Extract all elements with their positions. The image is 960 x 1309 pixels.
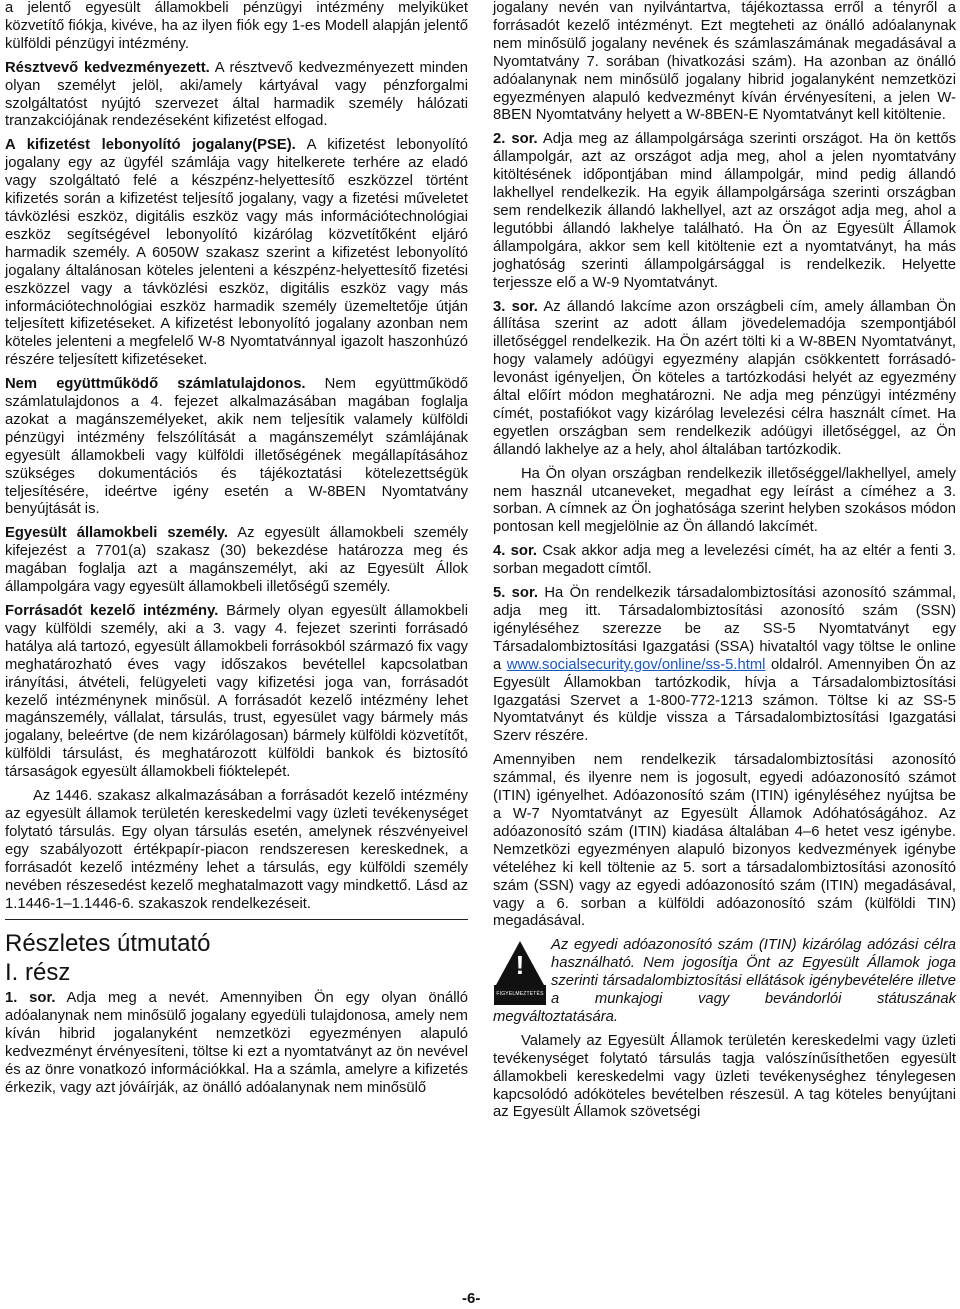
paragraph-us-person: Egyesült államokbeli személy. Az egyesült államokbeli személy kifejezést a 7701(a) szakasz (30) bekezdése határozza meg és magában foglalja azt a magánszemélyt, aki az Egyesült Állok állampolgára vagy egyesült államokbeli illetőségű személy. [5, 525, 469, 596]
term-heading: Nem együttműködő számlatulajdonos. [5, 376, 306, 393]
caution-box [493, 937, 956, 1027]
paragraph-pse: A kifizetést lebonyolító jogalany(PSE). A kifizetést lebonyolító jogalany egy az ügyfél számlája vagy hitelkerete terhére az eladó vagy szolgáltató felé a készpénz-helyettesítő eszközzel történt kifizetés során a kifizetést teljesítő jogalany, vagy a fizetési műveletet távközlési eszköz, digitális eszköz vagy más információtechnológiai eszköz segítségével lebonyolító kizárólag közvetítőként eljáró harmadik személy. A 6050W szakasz szerint a kifizetést lebonyolító jogalany általánosan köteles jelenteni a készpénz-helyettesítő fizetési eszközzel vagy a távközlési eszköz, digitális eszköz vagy más információtechnológiai eszköz harmadik személy üzemeltetője útján teljesített kifizetéseket. A kifizetést lebonyolító jogalany azonban nem köteles jelenteni a megfelelő W-8 Nyomtatvánnyal igazolt haszonhúzó részére teljesített kifizetéseket. [5, 137, 468, 369]
paragraph-itin: Amennyiben nem rendelkezik társadalombiztosítási azonosító számmal, és ilyenre nem is jogosult, egyedi adóazonosító számot (ITIN) igényelhet. Adóazonosító szám (ITIN) igényléséhez nyújtsa be a W-7 Nyomtatványt az Egyesült Államok Adóhatóságához. Az adóazonosító szám (ITIN) kiadása általában 4–6 hetet vesz igénybe. Nemzetközi egyezményen alapuló bizonyos kedvezmények igénybe vételéhez ki kell töltenie az 5. sort a társadalombiztosítási azonosító szám (SSN) vagy az egyedi adóazonosító szám (ITIN) megadásával, vagy a 6. sorban a külföldi adóazonosító szám (külföldi TIN) megadásával. [493, 752, 956, 930]
warning-icon [493, 937, 547, 999]
paragraph-intro-left: a jelentő egyesült államokbeli pénzügyi intézmény melyiküket közvetítő fiókja, kivéve, ha az ilyen fiók egy 1-es Modell alapján jelentő külföldi pénzügyi intézmény. [5, 0, 468, 52]
paragraph-withholding-agent: Forrásadót kezelő intézmény. Bármely olyan egyesült államokbeli vagy külföldi személy, aki a 3. vagy 4. fejezet szerinti forrásadó hatálya alá tartozó, egyesült államokbeli forrásokból származó fix vagy meghatározható éves vagy időszakos bevétellel kapcsolatban irányítási, átvételi, felügyeleti vagy kifizetési joga van, forrásadót kezelő intézménynek minősül. A forrásadót kezelő intézmény lehet magánszemély, vállalat, társulás, trust, egyesület vagy bármely más jogalany, beleértve (de nem kizárólagosan) bármely külföldi közvetítőt, külföldi társulást, és meghatározott külföldi bankok és biztosító társaságok egyesült államokbeli fióktelepét. [5, 603, 468, 781]
paragraph-line-3: 3. sor. Az állandó lakcíme azon országbeli cím, amely államban Ön állítása szerint az adott állam jövedelemadója szempontjából illetőséggel rendelkezik. Ha Ön azért tölti ki a W-8BEN Nyomtatványt, hogy valamely adóügyi egyezmény alapján csökkentett forrásadó-levonást igényeljen, Ön köteles a tartózkodási helyét az egyezmény által előírt módon meghatározni. Ne adja meg pénzügyi intézmény címét, postafiókot vagy kizárólag levelezési célra használt címet. Ha egyetlen országban sem rendelkezik adóügyi illetőséggel, az Ön állandó lakhelye az a hely, ahol általában tartózkodik. [493, 298, 956, 458]
paragraph-continued-right: jogalany nevén van nyilvántartva, tájékoztassa erről a tényről a forrásadót kezelő intézményt. Ezt megteheti az önálló adóalanynak nem minősülő jogalany nevének és számlaszámának megadásával a Nyomtatvány 7. sorában (hivatkozási szám). Ha azonban az önálló adóalanynak nem minősülő jogalany hibrid jogalanyként nemzetközi egyezményen alapuló kedvezményt kíván érvényesíteni, a jelen W-8BEN Nyomtatvány helyett a W-8BEN-E Nyomtatványt kell kitöltenie. [493, 0, 956, 124]
paragraph-1446: Az 1446. szakasz alkalmazásában a forrásadót kezelő intézmény az egyesült államok területén kereskedelmi vagy üzleti tevékenységet folytató társulás. Egy olyan társulás esetén, amelynek részvényeivel egy szabályozott értékpapír-piacon rendszeresen kereskednek, a forrásadót kezelő intézmény lehet a társulás, egy külföldi személy nevében részesedést kezelő meghatalmazott vagy mindkettő. Lásd az 1.1446-1–1.1446-6. szakaszok rendelkezéseit. [5, 788, 468, 912]
part-title: I. rész [5, 959, 71, 987]
term-heading: Résztvevő kedvezményezett. [5, 59, 210, 76]
term-heading: Egyesült államokbeli személy. [5, 525, 228, 542]
line-heading: 2. sor. [493, 131, 538, 148]
paragraph-partnership: Valamely az Egyesült Államok területén kereskedelmi vagy üzleti tevékenységet folytató társulás tagja valószínűsíthetően egyesült államokbeli kereskedelmi vagy üzleti tevékenységhez ténylegesen kapcsolódó adóköteles bevételben részesül. A tag köteles benyújtani az Egyesült Államok szövetségi [493, 1032, 956, 1121]
term-heading: A kifizetést lebonyolító jogalany(PSE). [5, 137, 296, 154]
ssa-link[interactable]: www.socialsecurity.gov/online/ss-5.html [506, 656, 766, 673]
warning-label: FIGYELMEZTETÉS [494, 985, 545, 1005]
caution-text: Az egyedi adóazonosító szám (ITIN) kizárólag adózási célra használható. Nem jogosítja Önt az Egyesült Államok joga szerinti társadalombiztosítási ellátások igénybevételére illetve a munkajogi vagy bevándorlói státuszának megváltoztatására. [493, 937, 956, 1025]
section-title: Részletes útmutató [5, 930, 211, 958]
line-heading: 3. sor. [493, 298, 538, 315]
term-heading: Forrásadót kezelő intézmény. [5, 603, 219, 619]
line-heading: 4. sor. [493, 543, 538, 560]
paragraph-recalcitrant-holder: Nem együttműködő számlatulajdonos. Nem együttműködő számlatulajdonos a 4. fejezet alkalmazásában magában foglalja azokat a magánszemélyeket, akik nem teljesítik valamely külföldi pénzügyi intézmény felszólítását a magánszemélyt számlájának egyesült államokbeli vagy külföldi illetőségének megállapításához szükséges dokumentációs és tájékoztatási kötelezettségük teljesítésére, ideértve igény esetén a W-8BEN Nyomtatvány benyújtását is. [5, 376, 468, 518]
page-number: -6- [462, 1290, 481, 1307]
paragraph-street-address: Ha Ön olyan országban rendelkezik illetőséggel/lakhellyel, amely nem használ utcaneveket, megadhat egy leírást a címéhez a 3. sorban. A címnek az Ön joghatósága szerint helyben szokásos módon pontosan kell megjelölnie az Ön állandó lakcímét. [493, 465, 956, 536]
paragraph-line-4: 4. sor. Csak akkor adja meg a levelezési címét, ha az eltér a fenti 3. sorban megadott címtől. [493, 543, 957, 578]
paragraph-participating-payee: Résztvevő kedvezményezett. A résztvevő kedvezményezett minden olyan személyt jelöl, aki/amely kártyával vagy pénzforgalmi szolgáltatóst nyújtó szervezet által harmadik személy hálózati tranzakciójának rendezéseként kifizetést elfogad. [5, 59, 468, 130]
paragraph-line-2: 2. sor. Adja meg az állampolgársága szerinti országot. Ha ön kettős állampolgár, azt az országot adja meg, ahol a jelen nyomtatvány kitöltésének időpontjában mind állampolgár, mind pedig állandó lakhellyel rendelkezik. Ha egyik állampolgársága szerinti országban sem rendelkezik állandó lakhellyel, azt az országot adja meg, ahol a legutóbbi állandó lakhelye található. Ha Ön az Egyesült Államok állampolgára, akkor sem kell kitöltenie ezt a nyomtatványt, ha más joghatóság szerinti állampolgársággal is rendelkezik. Helyette terjessze elő a W-9 Nyomtatványt. [493, 131, 957, 291]
paragraph-line-1: 1. sor. Adja meg a nevét. Amennyiben Ön egy olyan önálló adóalanynak nem minősülő jogalany egyedüli tulajdonosa, amely nem kíván hibrid jogalanyként nemzetközi egyezményen alapuló kedvezményt érvényesíteni, töltse ki ezt a nyomtatványt az ön nevével és az önre vonatkozó információkkal. Ha a számla, amelyre a kifizetés érkezik, vagy azt jóváírják, az önálló adóalanynak nem minősülő [5, 990, 468, 1096]
line-heading: 1. sor. [5, 990, 56, 1007]
left-column [5, 0, 468, 1104]
warning-triangle-icon: ! [496, 941, 544, 985]
section-divider [5, 919, 468, 920]
paragraph-line-5: 5. sor. Ha Ön rendelkezik társadalombiztosítási azonosító számmal, adja meg itt. Társadalombiztosítási azonosító szám (SSN) igényléséhez szerezze be az SS-5 Nyomtatványt egy Társadalombiztosítási Igazgatási (SSA) hivataltól vagy töltse le online a www.socialsecurity.gov/online/ss-5.html oldalról. Amennyiben Ön az Egyesült Államokban tartózkodik, hívja a Társadalombiztosítási Igazgatási Szervet a 1-800-772-1213 számon. Töltse ki az SS-5 Nyomtatványt és küldje vissza a Társadalombiztosítási Igazgatási Szerv részére. [493, 585, 956, 745]
line-heading: 5. sor. [493, 585, 538, 602]
right-column [493, 0, 956, 1128]
